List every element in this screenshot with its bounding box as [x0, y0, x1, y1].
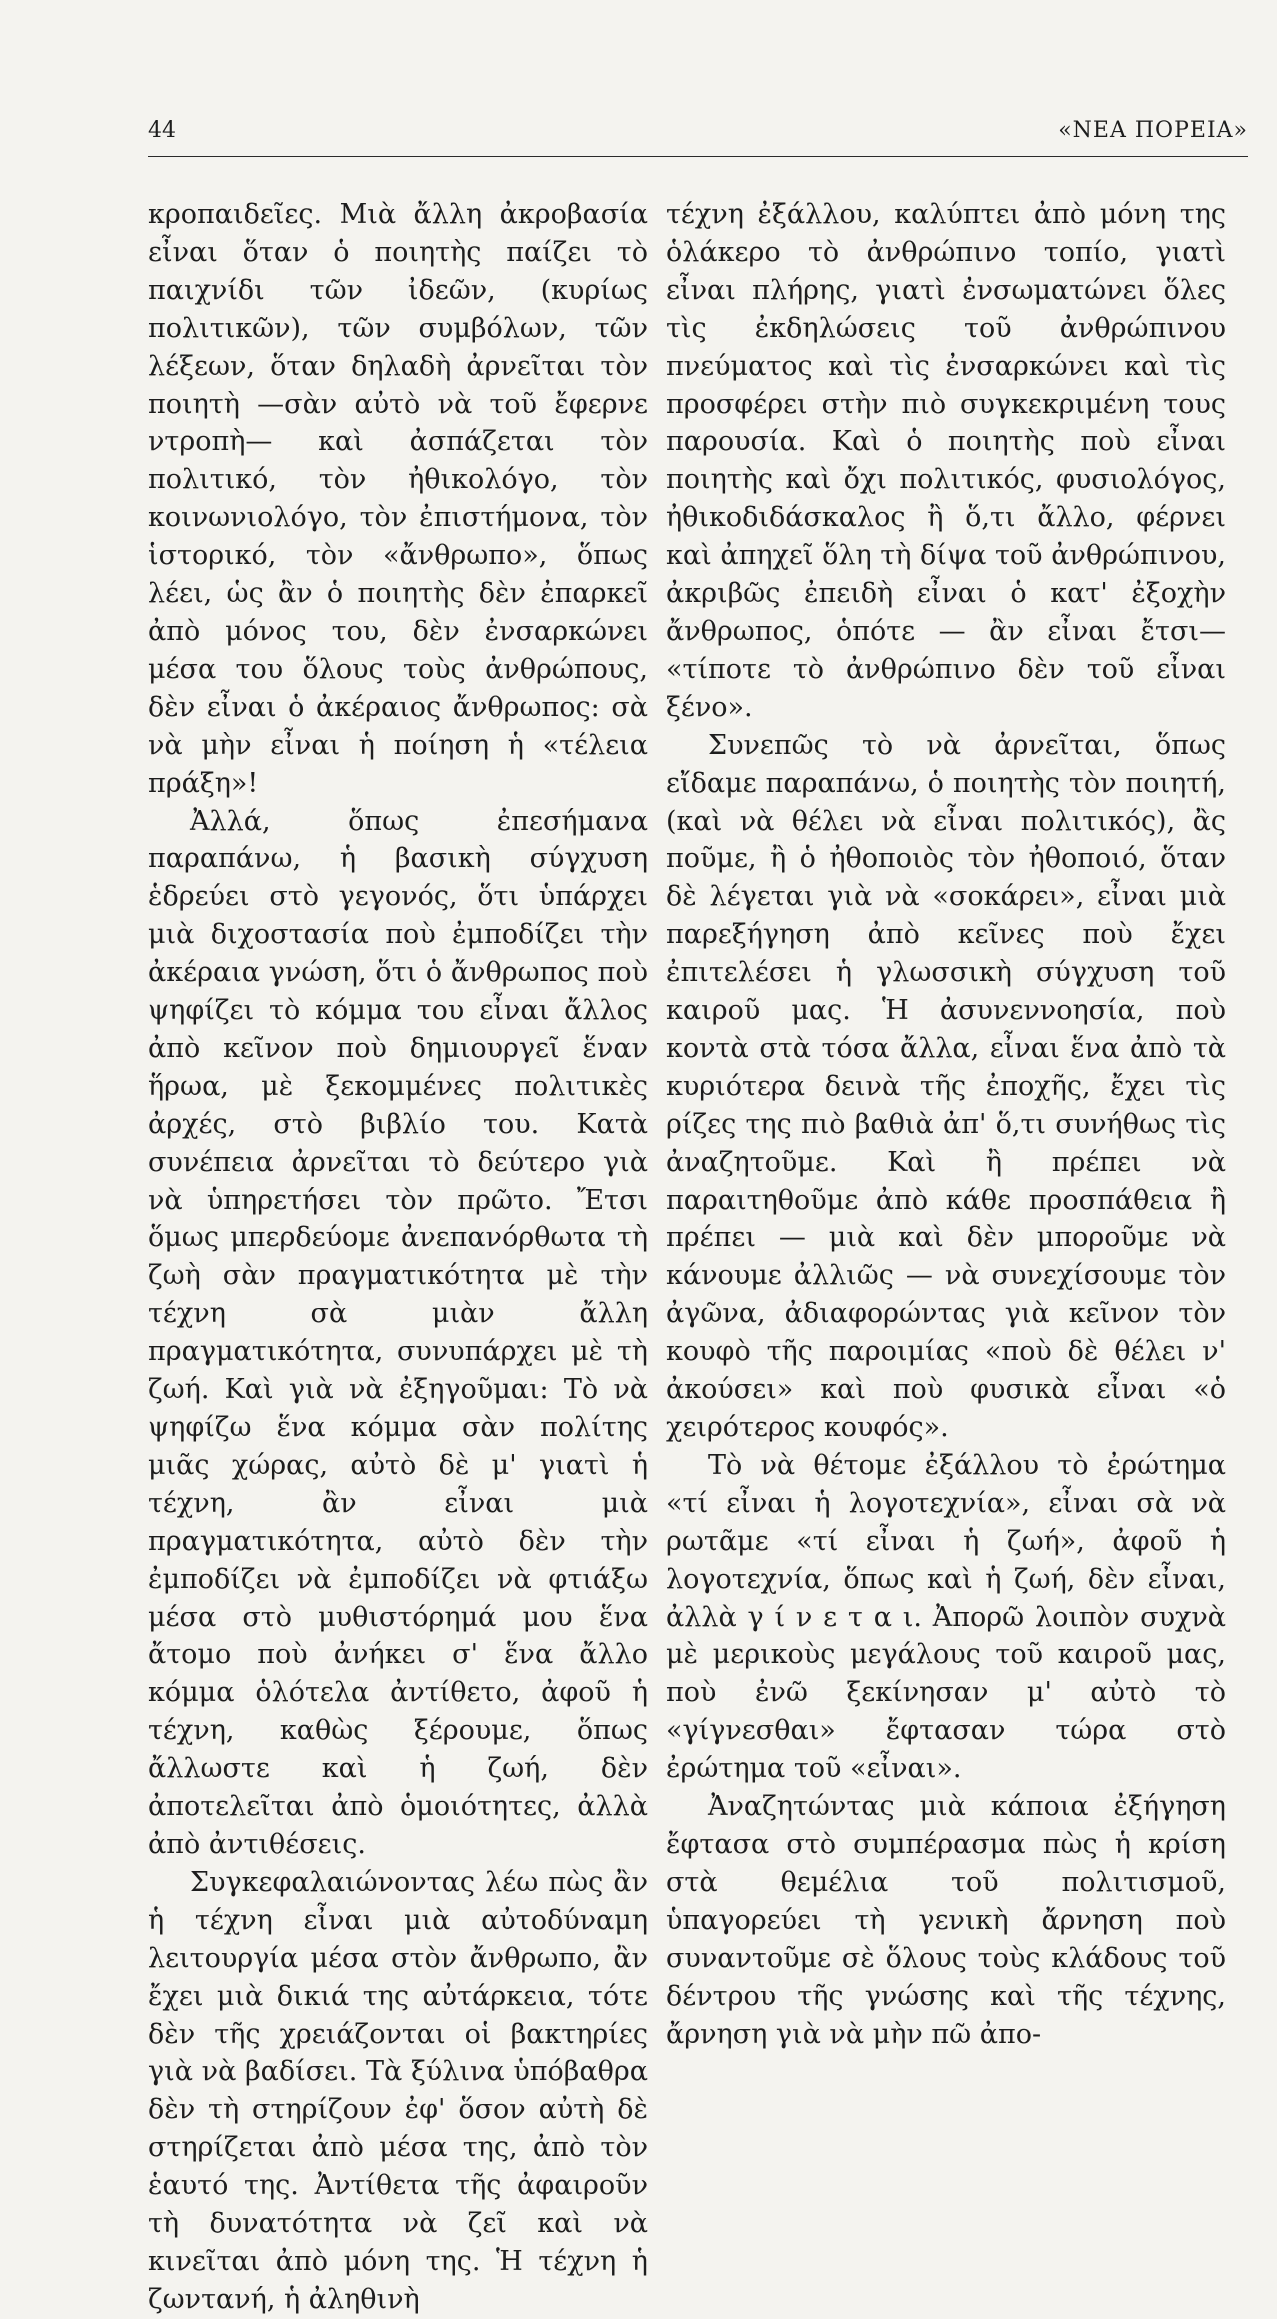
paragraph: κροπαιδεῖες. Μιὰ ἄλλη ἀκροβασία εἶναι ὅταν ὁ ποιητὴς παίζει τὸ παιχνίδι τῶν ἰδεῶν, (κυρίως πολιτικῶν), τῶν συμβόλων, τῶν λέξεων, ὅταν δηλαδὴ ἀρνεῖται τὸν ποιητὴ —σὰν αὐτὸ νὰ τοῦ ἔφερνε ντροπὴ— καὶ ἀσπάζεται τὸν πολιτικό, τὸν ἠθικολόγο, τὸν κοινωνιολόγο, τὸν ἐπιστήμονα, τὸν ἱστορικό, τὸν «ἄνθρωπο», ὅπως λέει, ὡς ἂν ὁ ποιητὴς δὲν ἐπαρκεῖ ἀπὸ μόνος του, δὲν ἐνσαρκώνει μέσα του ὅλους τοὺς ἀνθρώπους, δὲν εἶναι ὁ ἀκέραιος ἄνθρωπος: σὰ νὰ μὴν εἶναι ἡ ποίηση ἡ «τέλεια πράξη»! — [148, 199, 648, 799]
paragraph: Ἀναζητώντας μιὰ κάποια ἐξήγηση ἔφτασα στὸ συμπέρασμα πὼς ἡ κρίση στὰ θεμέλια τοῦ πολιτισμοῦ, ὑπαγορεύει τὴ γενικὴ ἄρνηση ποὺ συναντοῦμε σὲ ὅλους τοὺς κλάδους τοῦ δέντρου τῆς γνώσης καὶ τῆς τέχνης, ἄρνηση γιὰ νὰ μὴν πῶ ἀπο- — [666, 1791, 1226, 2050]
journal-title: «ΝΕΑ ΠΟΡΕΙΑ» — [1058, 118, 1248, 143]
paragraph: Ἀλλά, ὅπως ἐπεσήμανα παραπάνω, ἡ βασικὴ σύγχυση ἑδρεύει στὸ γεγονός, ὅτι ὑπάρχει μιὰ διχοστασία ποὺ ἐμποδίζει τὴν ἀκέραια γνώση, ὅτι ὁ ἄνθρωπος ποὺ ψηφίζει τὸ κόμμα του εἶναι ἄλλος ἀπὸ κεῖνον ποὺ δημιουργεῖ ἕναν ἥρωα, μὲ ξεκομμένες πολιτικὲς ἀρχές, στὸ βιβλίο του. Κατὰ συνέπεια ἀρνεῖται τὸ δεύτερο γιὰ νὰ ὑπηρετήσει τὸν πρῶτο. Ἔτσι ὅμως μπερδεύομε ἀνεπανόρθωτα τὴ ζωὴ σὰν πραγματικότητα μὲ τὴν τέχνη σὰ μιὰν ἄλλη πραγματικότητα, συνυπάρχει μὲ τὴ ζωή. Καὶ γιὰ νὰ ἐξηγοῦμαι: Τὸ νὰ ψηφίζω ἕνα κόμμα σὰν πολίτης μιᾶς χώρας, αὐτὸ δὲ μ' γιατὶ ἡ τέχνη, ἂν εἶναι μιὰ πραγματικότητα, αὐτὸ δὲν τὴν ἐμποδίζει νὰ ἐμποδίζει νὰ φτιάξω μέσα στὸ μυθιστόρημά μου ἕνα ἄτομο ποὺ ἀνήκει σ' ἕνα ἄλλο κόμμα ὁλότελα ἀντίθετο, ἀφοῦ ἡ τέχνη, καθὼς ξέρουμε, ὅπως ἄλλωστε καὶ ἡ ζωή, δὲν ἀποτελεῖται ἀπὸ ὁμοιότητες, ἀλλὰ ἀπὸ ἀντιθέσεις. — [148, 805, 648, 1860]
page-number: 44 — [148, 118, 176, 143]
page-header — [148, 112, 1248, 157]
right-column — [666, 196, 1226, 2050]
paragraph: Συγκεφαλαιώνοντας λέω πὼς ἂν ἡ τέχνη εἶναι μιὰ αὐτοδύναμη λειτουργία μέσα στὸν ἄνθρωπο, ἂν ἔχει μιὰ δικιά της αὐτάρκεια, τότε δὲν τῆς χρειάζονται οἱ βακτηρίες γιὰ νὰ βαδίσει. Τὰ ξύλινα ὑπόβαθρα δὲν τὴ στηρίζουν ἐφ' ὅσον αὐτὴ δὲ στηρίζεται ἀπὸ μέσα της, ἀπὸ τὸν ἑαυτό της. Ἀντίθετα τῆς ἀφαιροῦν τὴ δυνατότητα νὰ ζεῖ καὶ νὰ κινεῖται ἀπὸ μόνη της. Ἡ τέχνη ἡ ζωντανή, ἡ ἀληθινὴ — [148, 1866, 648, 2315]
paragraph: Συνεπῶς τὸ νὰ ἀρνεῖται, ὅπως εἴδαμε παραπάνω, ὁ ποιητὴς τὸν ποιητή, (καὶ νὰ θέλει νὰ εἶναι πολιτικός), ἂς ποῦμε, ἢ ὁ ἠθοποιὸς τὸν ἠθοποιό, ὅταν δὲ λέγεται γιὰ νὰ «σοκάρει», εἶναι μιὰ παρεξήγηση ἀπὸ κεῖνες ποὺ ἔχει ἐπιτελέσει ἡ γλωσσικὴ σύγχυση τοῦ καιροῦ μας. Ἡ ἀσυνεννοησία, ποὺ κοντὰ στὰ τόσα ἄλλα, εἶναι ἕνα ἀπὸ τὰ κυριότερα δεινὰ τῆς ἐποχῆς, ἔχει τὶς ρίζες της πιὸ βαθιὰ ἀπ' ὅ,τι συνήθως τὶς ἀναζητοῦμε. Καὶ ἢ πρέπει νὰ παραιτηθοῦμε ἀπὸ κάθε προσπάθεια ἢ πρέπει — μιὰ καὶ δὲν μποροῦμε νὰ κάνουμε ἀλλιῶς — νὰ συνεχίσουμε τὸν ἀγῶνα, ἀδιαφορώντας γιὰ κεῖνον τὸν κουφὸ τῆς παροιμίας «ποὺ δὲ θέλει ν' ἀκούσει» καὶ ποὺ φυσικὰ εἶναι «ὁ χειρότερος κουφός». — [666, 729, 1226, 1443]
paragraph: τέχνη ἐξάλλου, καλύπτει ἀπὸ μόνη της ὁλάκερο τὸ ἀνθρώπινο τοπίο, γιατὶ εἶναι πλήρης, γιατὶ ἐνσωματώνει ὅλες τὶς ἐκδηλώσεις τοῦ ἀνθρώπινου πνεύματος καὶ τὶς ἐνσαρκώνει καὶ τὶς προσφέρει στὴν πιὸ συγκεκριμένη τους παρουσία. Καὶ ὁ ποιητὴς ποὺ εἶναι ποιητὴς καὶ ὄχι πολιτικός, φυσιολόγος, ἠθικοδιδάσκαλος ἢ ὅ,τι ἄλλο, φέρνει καὶ ἀπηχεῖ ὅλη τὴ δίψα τοῦ ἀνθρώπινου, ἀκριβῶς ἐπειδὴ εἶναι ὁ κατ' ἐξοχὴν ἄνθρωπος, ὁπότε — ἂν εἶναι ἔτσι— «τίποτε τὸ ἀνθρώπινο δὲν τοῦ εἶναι ξένο». — [666, 199, 1226, 723]
left-column — [148, 196, 648, 2315]
paragraph: Τὸ νὰ θέτομε ἐξάλλου τὸ ἐρώτημα «τί εἶναι ἡ λογοτεχνία», εἶναι σὰ νὰ ρωτᾶμε «τί εἶναι ἡ ζωή», ἀφοῦ ἡ λογοτεχνία, ὅπως καὶ ἡ ζωή, δὲν εἶναι, ἀλλὰ γ ί ν ε τ α ι. Ἀπορῶ λοιπὸν συχνὰ μὲ μερικοὺς μεγάλους τοῦ καιροῦ μας, ποὺ ἐνῶ ξεκίνησαν μ' αὐτὸ τὸ «γίγνεσθαι» ἔφτασαν τώρα στὸ ἐρώτημα τοῦ «εἶναι». — [666, 1449, 1226, 1785]
